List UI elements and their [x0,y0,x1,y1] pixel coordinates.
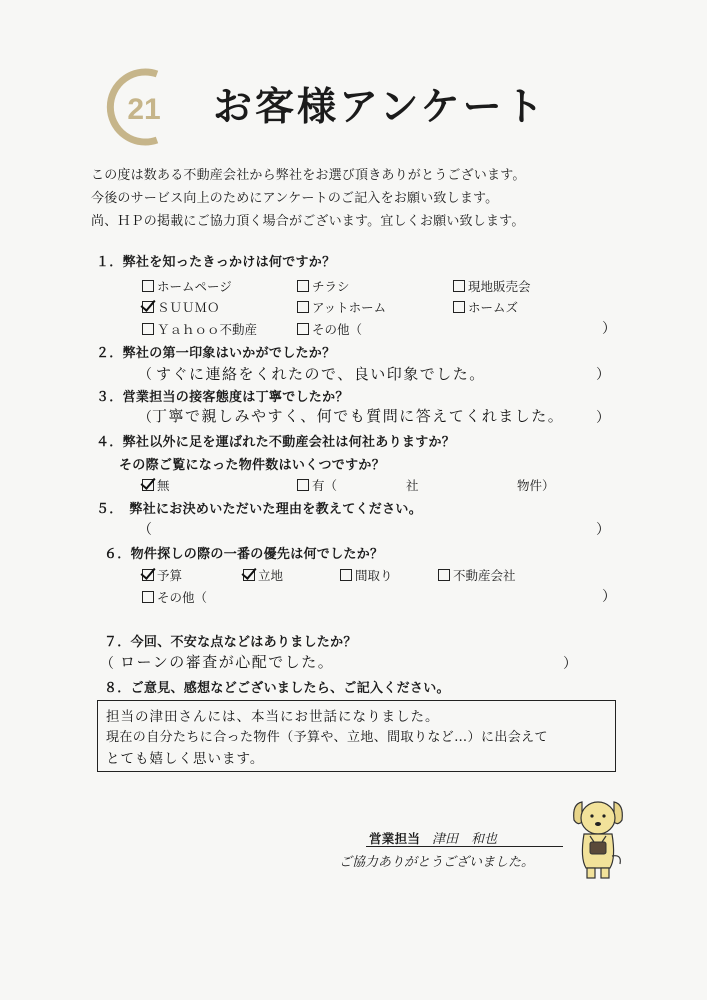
q1-option-open-house[interactable]: 現地販売会 [453,277,531,295]
checkbox-icon [297,479,309,491]
q1-option-homes[interactable]: ホームズ [453,298,518,316]
comment-line-1: 担当の津田さんには、本当にお世話になりました。 [106,709,440,725]
sales-rep-label: 営業担当 [369,831,421,846]
q6-option-other[interactable]: その他（ [142,588,207,606]
q7-answer[interactable]: ローンの審査が心配でした。 [120,653,335,671]
q6-other-close-paren: ） [602,589,616,605]
q1-option-yahoo[interactable]: Ｙａｈｏｏ不動産 [142,320,257,338]
q2-answer[interactable]: すぐに連絡をくれたので、良い印象でした。 [156,365,486,383]
page-title: お客様アンケート [213,85,547,130]
q1-other-close-paren: ） [602,321,616,337]
q6-option-layout[interactable]: 間取り [340,566,393,584]
checkbox-icon [142,591,154,603]
q7-close-paren: ） [563,656,577,672]
checkbox-icon [340,569,352,581]
q3-close-paren: ） [596,410,610,426]
q1-option-suumo[interactable]: ＳＵＵＭＯ [142,298,220,316]
q7-open-paren: （ [100,656,114,672]
q4-option-none[interactable]: 無 [142,476,170,494]
intro-line-2: 今後のサービス向上のためにアンケートのご記入をお願い致します。 [91,191,499,206]
thank-you-message: ご協力ありがとうございました。 [339,855,535,870]
q1-option-other[interactable]: その他（ [297,320,362,338]
q1-option-athome[interactable]: アットホーム [297,298,386,316]
logo-number: 21 [127,93,161,126]
q3-answer[interactable]: 丁寧で親しみやすく、何でも質問に答えてくれました。 [152,407,565,425]
intro-line-1: この度は数ある不動産会社から弊社をお選び頂きありがとうございます。 [91,168,526,183]
question-1: １．弊社を知ったきっかけは何ですか？ [96,255,336,270]
q6-option-budget[interactable]: 予算 [142,566,182,584]
q5-close-paren: ） [596,522,610,538]
question-4: ４．弊社以外に足を運ばれた不動産会社は何社ありますか？ [96,435,456,450]
checkbox-icon [297,280,309,292]
comment-line-3: とても嬉しく思います。 [106,751,265,767]
question-3: ３．営業担当の接客態度は丁寧でしたか？ [96,390,349,405]
checkmark-icon [142,569,154,581]
q4-option-yes[interactable]: 有（ [297,476,337,494]
q1-option-homepage[interactable]: ホームページ [142,277,232,295]
question-2: ２．弊社の第一印象はいかがでしたか？ [96,346,336,361]
comment-line-2: 現在の自分たちに合った物件（予算や、立地、間取りなど…）に出会えて [106,730,548,745]
checkmark-icon [142,301,154,313]
checkbox-icon [438,569,450,581]
dog-mascot-icon [568,796,628,882]
checkmark-icon [142,479,154,491]
q3-open-paren: （ [138,410,152,426]
q4-property-unit: 物件） [517,478,555,493]
checkbox-icon [142,323,154,335]
q6-option-agency[interactable]: 不動産会社 [438,566,516,584]
q2-close-paren: ） [596,367,610,383]
question-5: ５． 弊社にお決めいただいた理由を教えてください。 [96,502,423,517]
checkbox-icon [297,301,309,313]
century21-logo [105,66,183,148]
checkbox-icon [453,280,465,292]
question-8: ８．ご意見、感想などございましたら、ご記入ください。 [104,681,450,696]
q1-option-flyer[interactable]: チラシ [297,277,350,295]
question-7: ７．今回、不安な点などはありましたか？ [104,635,357,650]
intro-line-3: 尚、ＨＰの掲載にご協力頂く場合がございます。宜しくお願い致します。 [91,214,525,229]
checkbox-icon [297,323,309,335]
q6-option-location[interactable]: 立地 [243,566,283,584]
sales-rep-name: 津田 和也 [432,832,498,847]
question-6: ６．物件探しの際の一番の優先は何でしたか？ [104,547,384,562]
signature-line [366,846,563,847]
q5-open-paren: （ [138,522,152,538]
checkbox-icon [142,280,154,292]
question-4-sub: その際ご覧になった物件数はいくつですか？ [119,458,386,473]
q4-company-unit: 社 [406,478,419,493]
q2-open-paren: （ [138,367,152,383]
checkmark-icon [243,569,255,581]
checkbox-icon [453,301,465,313]
